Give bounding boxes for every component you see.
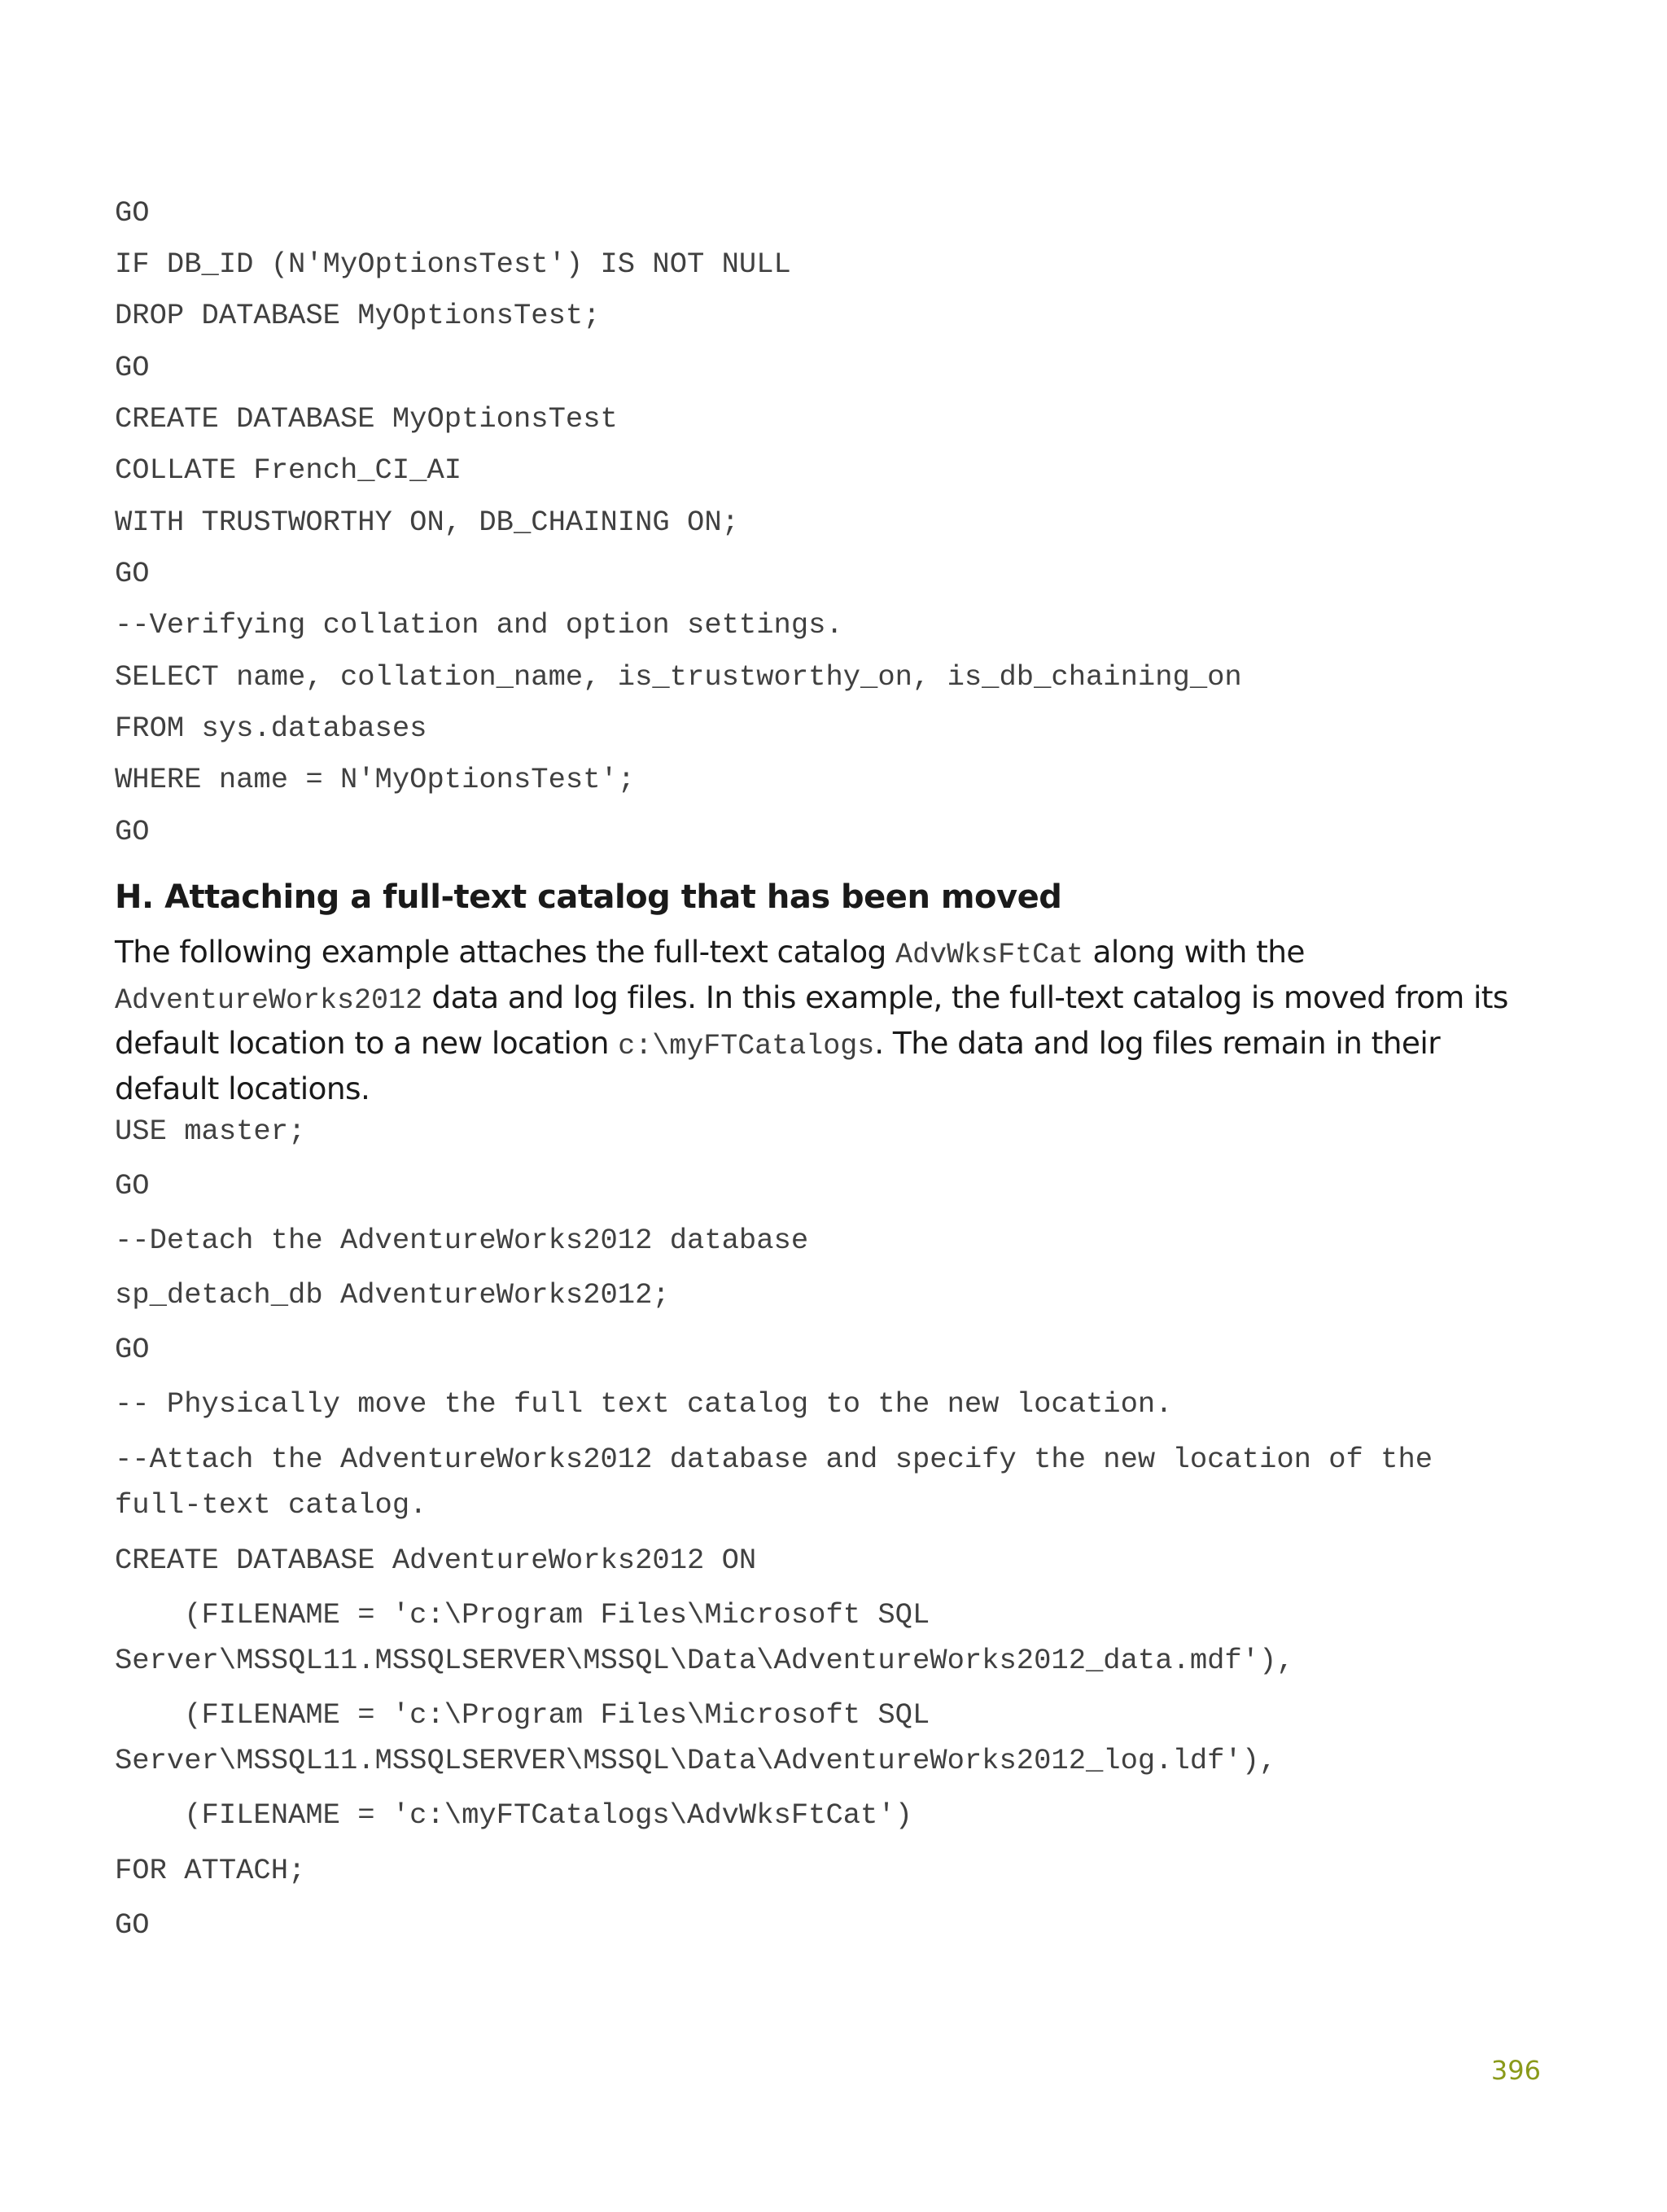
para-text: The following example attaches the full-text catalog [115, 934, 896, 970]
code-line: sp_detach_db AdventureWorks2012; [115, 1278, 670, 1312]
code-line: --Verifying collation and option settings. [115, 608, 843, 642]
code-line: WHERE name = N'MyOptionsTest'; [115, 763, 636, 796]
code-line: FOR ATTACH; [115, 1854, 306, 1887]
section-heading: H. Attaching a full-text catalog that has been moved [115, 878, 1062, 916]
code-line: GO [115, 1169, 150, 1202]
code-line: --Attach the AdventureWorks2012 database and specify the new location of the [115, 1443, 1433, 1476]
code-line: DROP DATABASE MyOptionsTest; [115, 299, 601, 332]
code-line: GO [115, 815, 150, 848]
code-line: COLLATE French_CI_AI [115, 453, 462, 487]
code-line: (FILENAME = 'c:\Program Files\Microsoft SQL [115, 1698, 930, 1732]
code-line: GO [115, 1333, 150, 1366]
code-line: GO [115, 196, 150, 230]
code-line: Server\MSSQL11.MSSQLSERVER\MSSQL\Data\AdventureWorks2012_data.mdf'), [115, 1644, 1294, 1677]
para-text: along with the [1083, 934, 1305, 970]
para-text: . The data and log files remain in their default locations. [115, 1025, 1441, 1106]
code-line: --Detach the AdventureWorks2012 database [115, 1224, 809, 1257]
code-line: SELECT name, collation_name, is_trustworthy_on, is_db_chaining_on [115, 660, 1242, 694]
code-line: CREATE DATABASE MyOptionsTest [115, 402, 618, 436]
code-line: GO [115, 351, 150, 384]
code-line: full-text catalog. [115, 1488, 427, 1522]
para-text: data and log files. In this example, the full-text catalog is moved from its default location to a new location [115, 979, 1508, 1061]
inline-code: AdvWksFtCat [895, 939, 1084, 971]
section-paragraph [115, 931, 1539, 1110]
code-line: GO [115, 557, 150, 590]
inline-code: AdventureWorks2012 [115, 984, 423, 1017]
page-number: 396 [1490, 2055, 1541, 2086]
code-line: Server\MSSQL11.MSSQLSERVER\MSSQL\Data\AdventureWorks2012_log.ldf'), [115, 1744, 1277, 1777]
code-line: USE master; [115, 1115, 306, 1148]
code-line: FROM sys.databases [115, 712, 427, 745]
code-line: (FILENAME = 'c:\Program Files\Microsoft SQL [115, 1598, 930, 1632]
code-line: -- Physically move the full text catalog to the new location. [115, 1387, 1173, 1421]
code-line: WITH TRUSTWORTHY ON, DB_CHAINING ON; [115, 506, 739, 539]
code-line: (FILENAME = 'c:\myFTCatalogs\AdvWksFtCat') [115, 1798, 912, 1832]
inline-code: c:\myFTCatalogs [618, 1030, 875, 1062]
code-line: GO [115, 1908, 150, 1942]
code-line: IF DB_ID (N'MyOptionsTest') IS NOT NULL [115, 247, 791, 281]
code-line: CREATE DATABASE AdventureWorks2012 ON [115, 1544, 757, 1577]
